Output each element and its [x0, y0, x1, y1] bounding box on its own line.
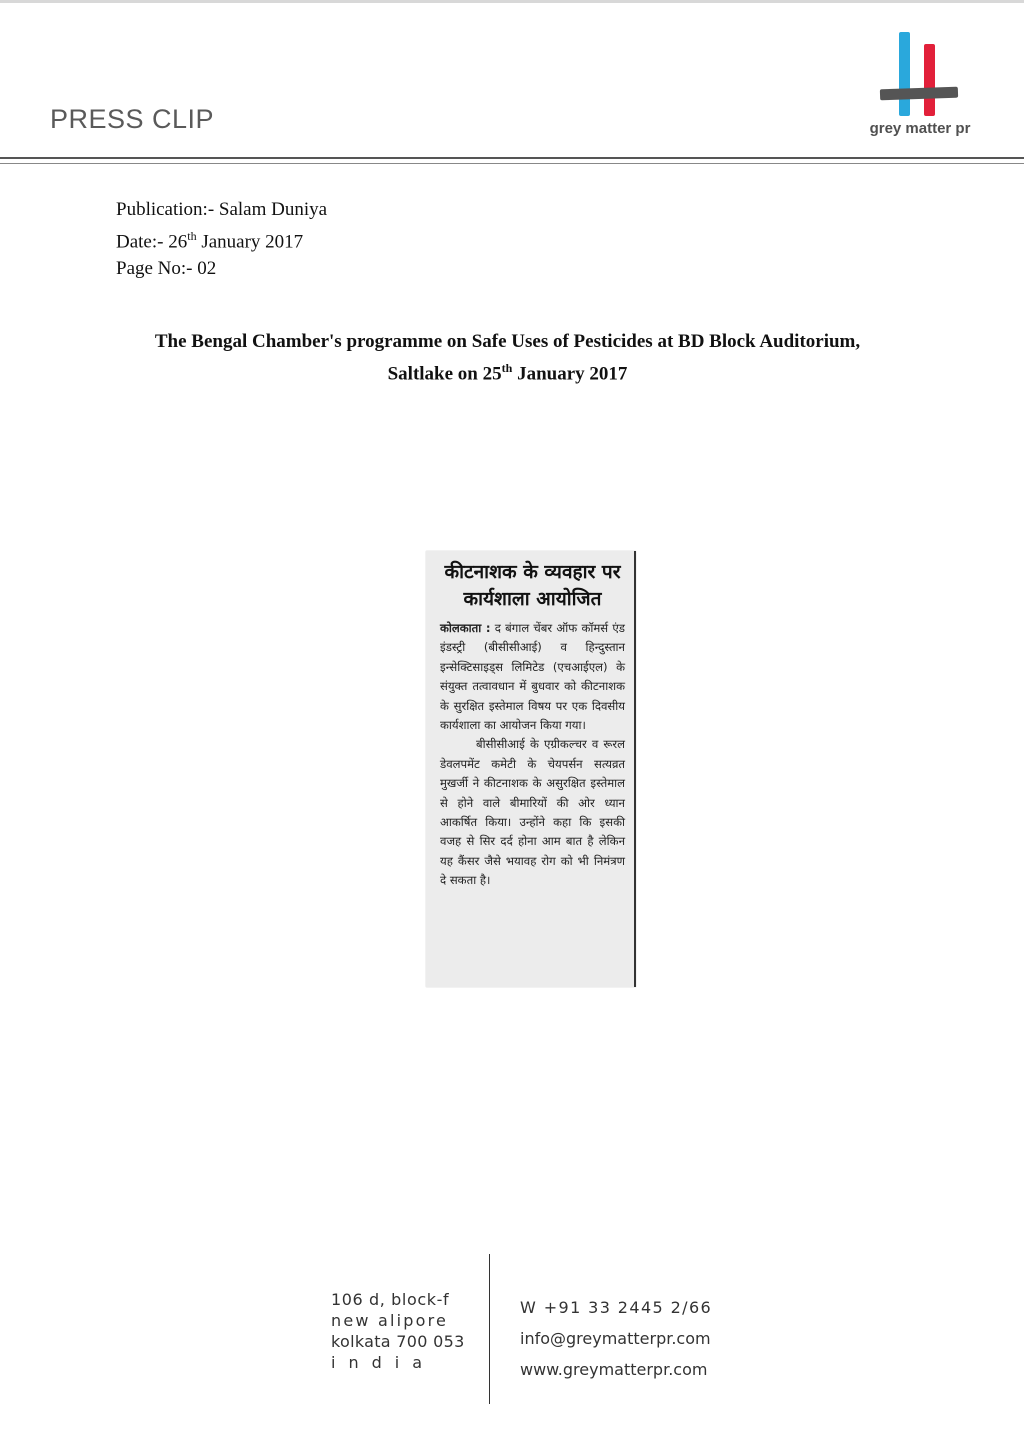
footer-email[interactable]: info@greymatterpr.com	[520, 1329, 711, 1348]
headline-line-1: The Bengal Chamber's programme on Safe Uses of Pesticides at BD Block Auditorium,	[154, 331, 861, 352]
header-rule-thin	[0, 163, 1024, 164]
footer-website[interactable]: www.greymatterpr.com	[520, 1360, 708, 1379]
top-edge-rule	[0, 0, 1024, 3]
clipping-body	[440, 619, 625, 891]
logo-blue-bar	[899, 32, 910, 116]
newspaper-clipping	[426, 551, 636, 987]
document-headline	[100, 328, 915, 387]
date-line: Date:- 26th January 2017	[116, 229, 304, 253]
address-line-4: india	[331, 1353, 435, 1372]
publication-line: Publication:- Salam Duniya	[116, 199, 328, 220]
address-line-1: 106 d, block-f	[331, 1290, 450, 1309]
clipping-headline-line-2: कार्यशाला आयोजित	[463, 588, 602, 610]
footer-divider	[489, 1254, 490, 1404]
header-rule	[0, 157, 1024, 159]
logo-gray-bar	[880, 87, 958, 101]
clipping-paragraph-2: बीसीसीआई के एग्रीकल्चर व रूरल डेवलपमेंट कमेटी के चेयपर्सन सत्यव्रत मुखर्जी ने कीटनाशक के असुरक्षित इस्तेमाल से होने वाले बीमारियों की ओर ध्यान आकर्षित किया। उन्होंने कहा कि इसकी वजह से सिर दर्द होना आम बात है लेकिन यह कैंसर जैसे भयावह रोग को भी निमंत्रण दे सकता है।	[440, 737, 625, 888]
logo-red-bar	[924, 44, 935, 116]
headline-line-2: Saltlake on 25th January 2017	[387, 361, 628, 385]
footer-contact	[520, 1292, 712, 1385]
footer-phone: W +91 33 2445 2/66	[520, 1298, 713, 1317]
clipping-dateline: कोलकाता :	[440, 621, 491, 635]
address-line-2: new alipore	[331, 1311, 449, 1330]
grey-matter-logo	[858, 30, 988, 142]
page-line: Page No:- 02	[116, 258, 217, 280]
address-line-3: kolkata 700 053	[331, 1332, 465, 1351]
footer-address	[331, 1289, 465, 1373]
logo-text: grey matter pr	[869, 120, 971, 137]
press-clip-label: PRESS CLIP	[50, 104, 215, 134]
publication-meta	[116, 196, 327, 282]
clipping-headline-line-1: कीटनाशक के व्यवहार पर	[444, 561, 621, 583]
clipping-headline	[440, 559, 625, 613]
clipping-paragraph-1: कोलकाता : द बंगाल चेंबर ऑफ कॉमर्स एंड इंडस्ट्री (बीसीसीआई) व हिन्दुस्तान इन्सेक्टिसाइड्स लिमिटेड (एचआईएल) के संयुक्त तत्वावधान में बुधवार को कीटनाशक के सुरक्षित इस्तेमाल विषय पर एक दिवसीय कार्यशाला का आयोजन किया गया।	[440, 621, 625, 733]
